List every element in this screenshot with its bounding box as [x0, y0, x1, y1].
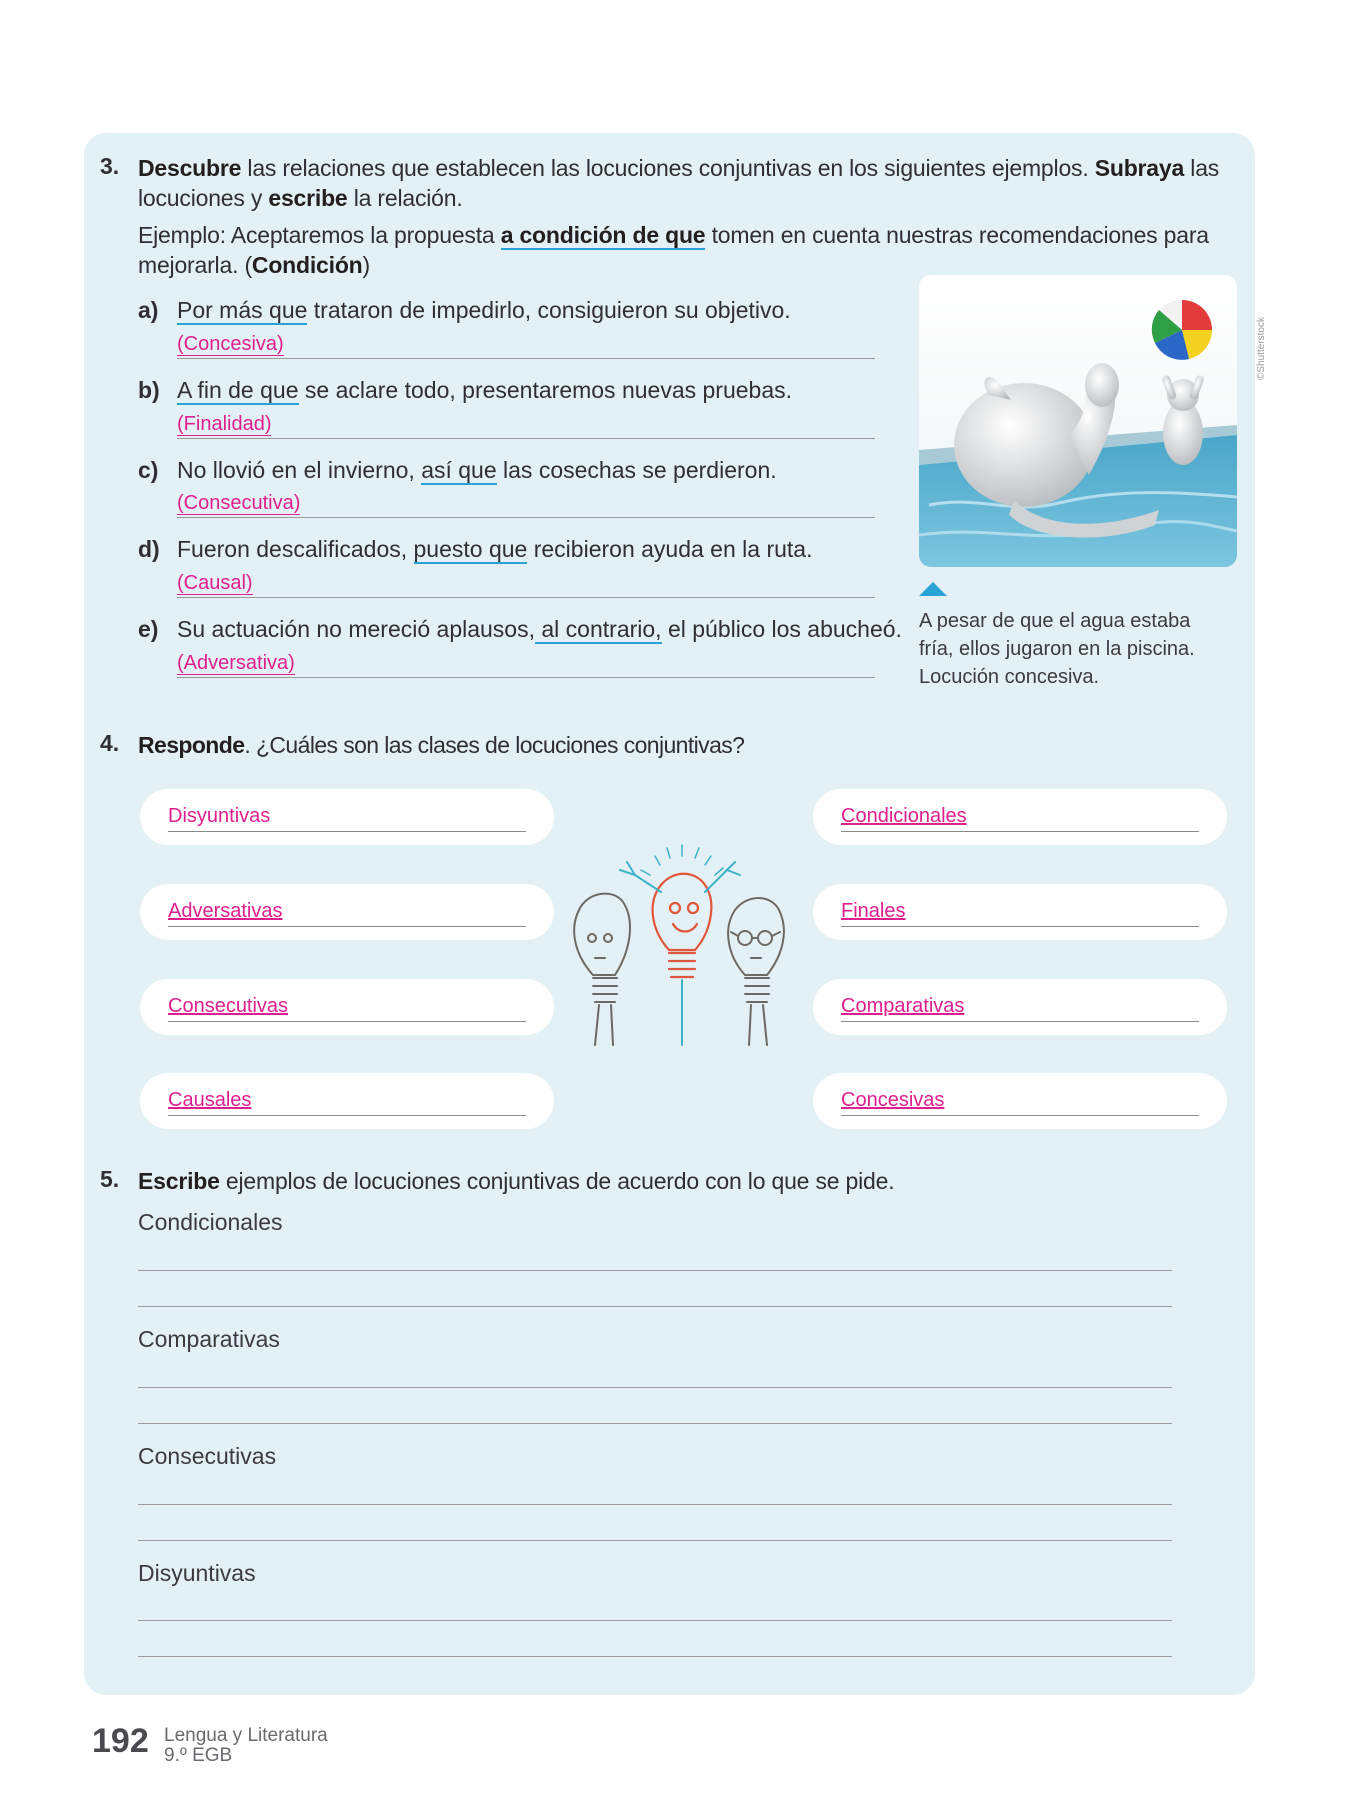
answer-text: Finales [841, 900, 906, 922]
write-line[interactable] [138, 1387, 1172, 1388]
photo-credit: ©Shutterstock [1256, 317, 1267, 380]
answer-text: Comparativas [841, 995, 965, 1017]
write-label-comparativas: Comparativas [138, 1326, 280, 1352]
answer-text: (Concesiva) [177, 333, 284, 355]
write-line[interactable] [138, 1656, 1172, 1657]
exercise-4-number: 4. [100, 730, 120, 756]
caption-triangle-icon [919, 582, 947, 596]
item-sentence: Por más que trataron de impedirlo, consiguieron su objetivo. [177, 297, 791, 323]
exercise-3-number: 3. [100, 153, 120, 179]
write-line[interactable] [138, 1540, 1172, 1541]
answer-text: Condicionales [841, 805, 967, 827]
answer-pill-right-1[interactable] [813, 789, 1227, 845]
lightbulbs-illustration [565, 840, 795, 1050]
write-line[interactable] [138, 1423, 1172, 1424]
write-label-disyuntivas: Disyuntivas [138, 1560, 256, 1586]
answer-pill-right-3[interactable] [813, 979, 1227, 1035]
answer-text: Consecutivas [168, 995, 289, 1017]
write-line[interactable] [138, 1620, 1172, 1621]
answer-text: (Causal) [177, 572, 253, 594]
exercise-3-instruction-line2: locuciones y escribe la relación. [138, 185, 463, 211]
item-sentence: No llovió en el invierno, así que las cosechas se perdieron. [177, 457, 777, 483]
pool-ball-photo [919, 275, 1237, 567]
exercise-5-number: 5. [100, 1166, 120, 1192]
answer-text: Concesivas [841, 1089, 945, 1111]
item-letter: b) [138, 377, 160, 403]
item-sentence: A fin de que se aclare todo, presentaremos nuevas pruebas. [177, 377, 793, 403]
answer-text: (Consecutiva) [177, 492, 301, 514]
photo-caption: A pesar de que el agua estaba fría, ellos jugaron en la piscina. Locución concesiva. [919, 610, 1195, 688]
answer-pill-left-1[interactable] [140, 789, 554, 845]
item-letter: e) [138, 616, 159, 642]
write-line[interactable] [138, 1270, 1172, 1271]
answer-text: Disyuntivas [168, 805, 271, 827]
write-line[interactable] [138, 1504, 1172, 1505]
item-letter: c) [138, 457, 159, 483]
answer-pill-right-4[interactable] [813, 1073, 1227, 1129]
exercise-5-instruction: Escribe ejemplos de locuciones conjuntivas de acuerdo con lo que se pide. [138, 1168, 895, 1194]
item-sentence: Su actuación no mereció aplausos, al contrario, el público los abucheó. [177, 616, 902, 642]
answer-line[interactable] [177, 491, 875, 518]
answer-pill-right-2[interactable] [813, 884, 1227, 940]
item-sentence: Fueron descalificados, puesto que recibieron ayuda en la ruta. [177, 536, 813, 562]
footer-grade: 9.º EGB [164, 1745, 233, 1766]
answer-line[interactable] [177, 651, 875, 678]
answer-line[interactable] [177, 332, 875, 359]
footer-subject: Lengua y Literatura [164, 1725, 328, 1746]
answer-pill-left-2[interactable] [140, 884, 554, 940]
write-line[interactable] [138, 1306, 1172, 1307]
answer-text: Causales [168, 1089, 252, 1111]
exercise-3-instruction: Descubre las relaciones que establecen las locuciones conjuntivas en los siguientes ejemplos. Subraya las [138, 155, 1220, 181]
exercise-3-example-line2: mejorarla. (Condición) [138, 252, 371, 278]
exercise-3-example: Ejemplo: Aceptaremos la propuesta a condición de que tomen en cuenta nuestras recomendaciones para [138, 222, 1209, 248]
answer-pill-left-3[interactable] [140, 979, 554, 1035]
answer-line[interactable] [177, 412, 875, 439]
answer-pill-left-4[interactable] [140, 1073, 554, 1129]
page-number: 192 [92, 1722, 149, 1760]
answer-line[interactable] [177, 571, 875, 598]
item-letter: a) [138, 297, 159, 323]
write-label-consecutivas: Consecutivas [138, 1443, 277, 1469]
answer-text: Adversativas [168, 900, 283, 922]
write-label-condicionales: Condicionales [138, 1209, 283, 1235]
answer-text: (Adversativa) [177, 652, 295, 674]
exercise-4-instruction: Responde. ¿Cuáles son las clases de locuciones conjuntivas? [138, 732, 745, 758]
item-letter: d) [138, 536, 160, 562]
answer-text: (Finalidad) [177, 413, 272, 435]
